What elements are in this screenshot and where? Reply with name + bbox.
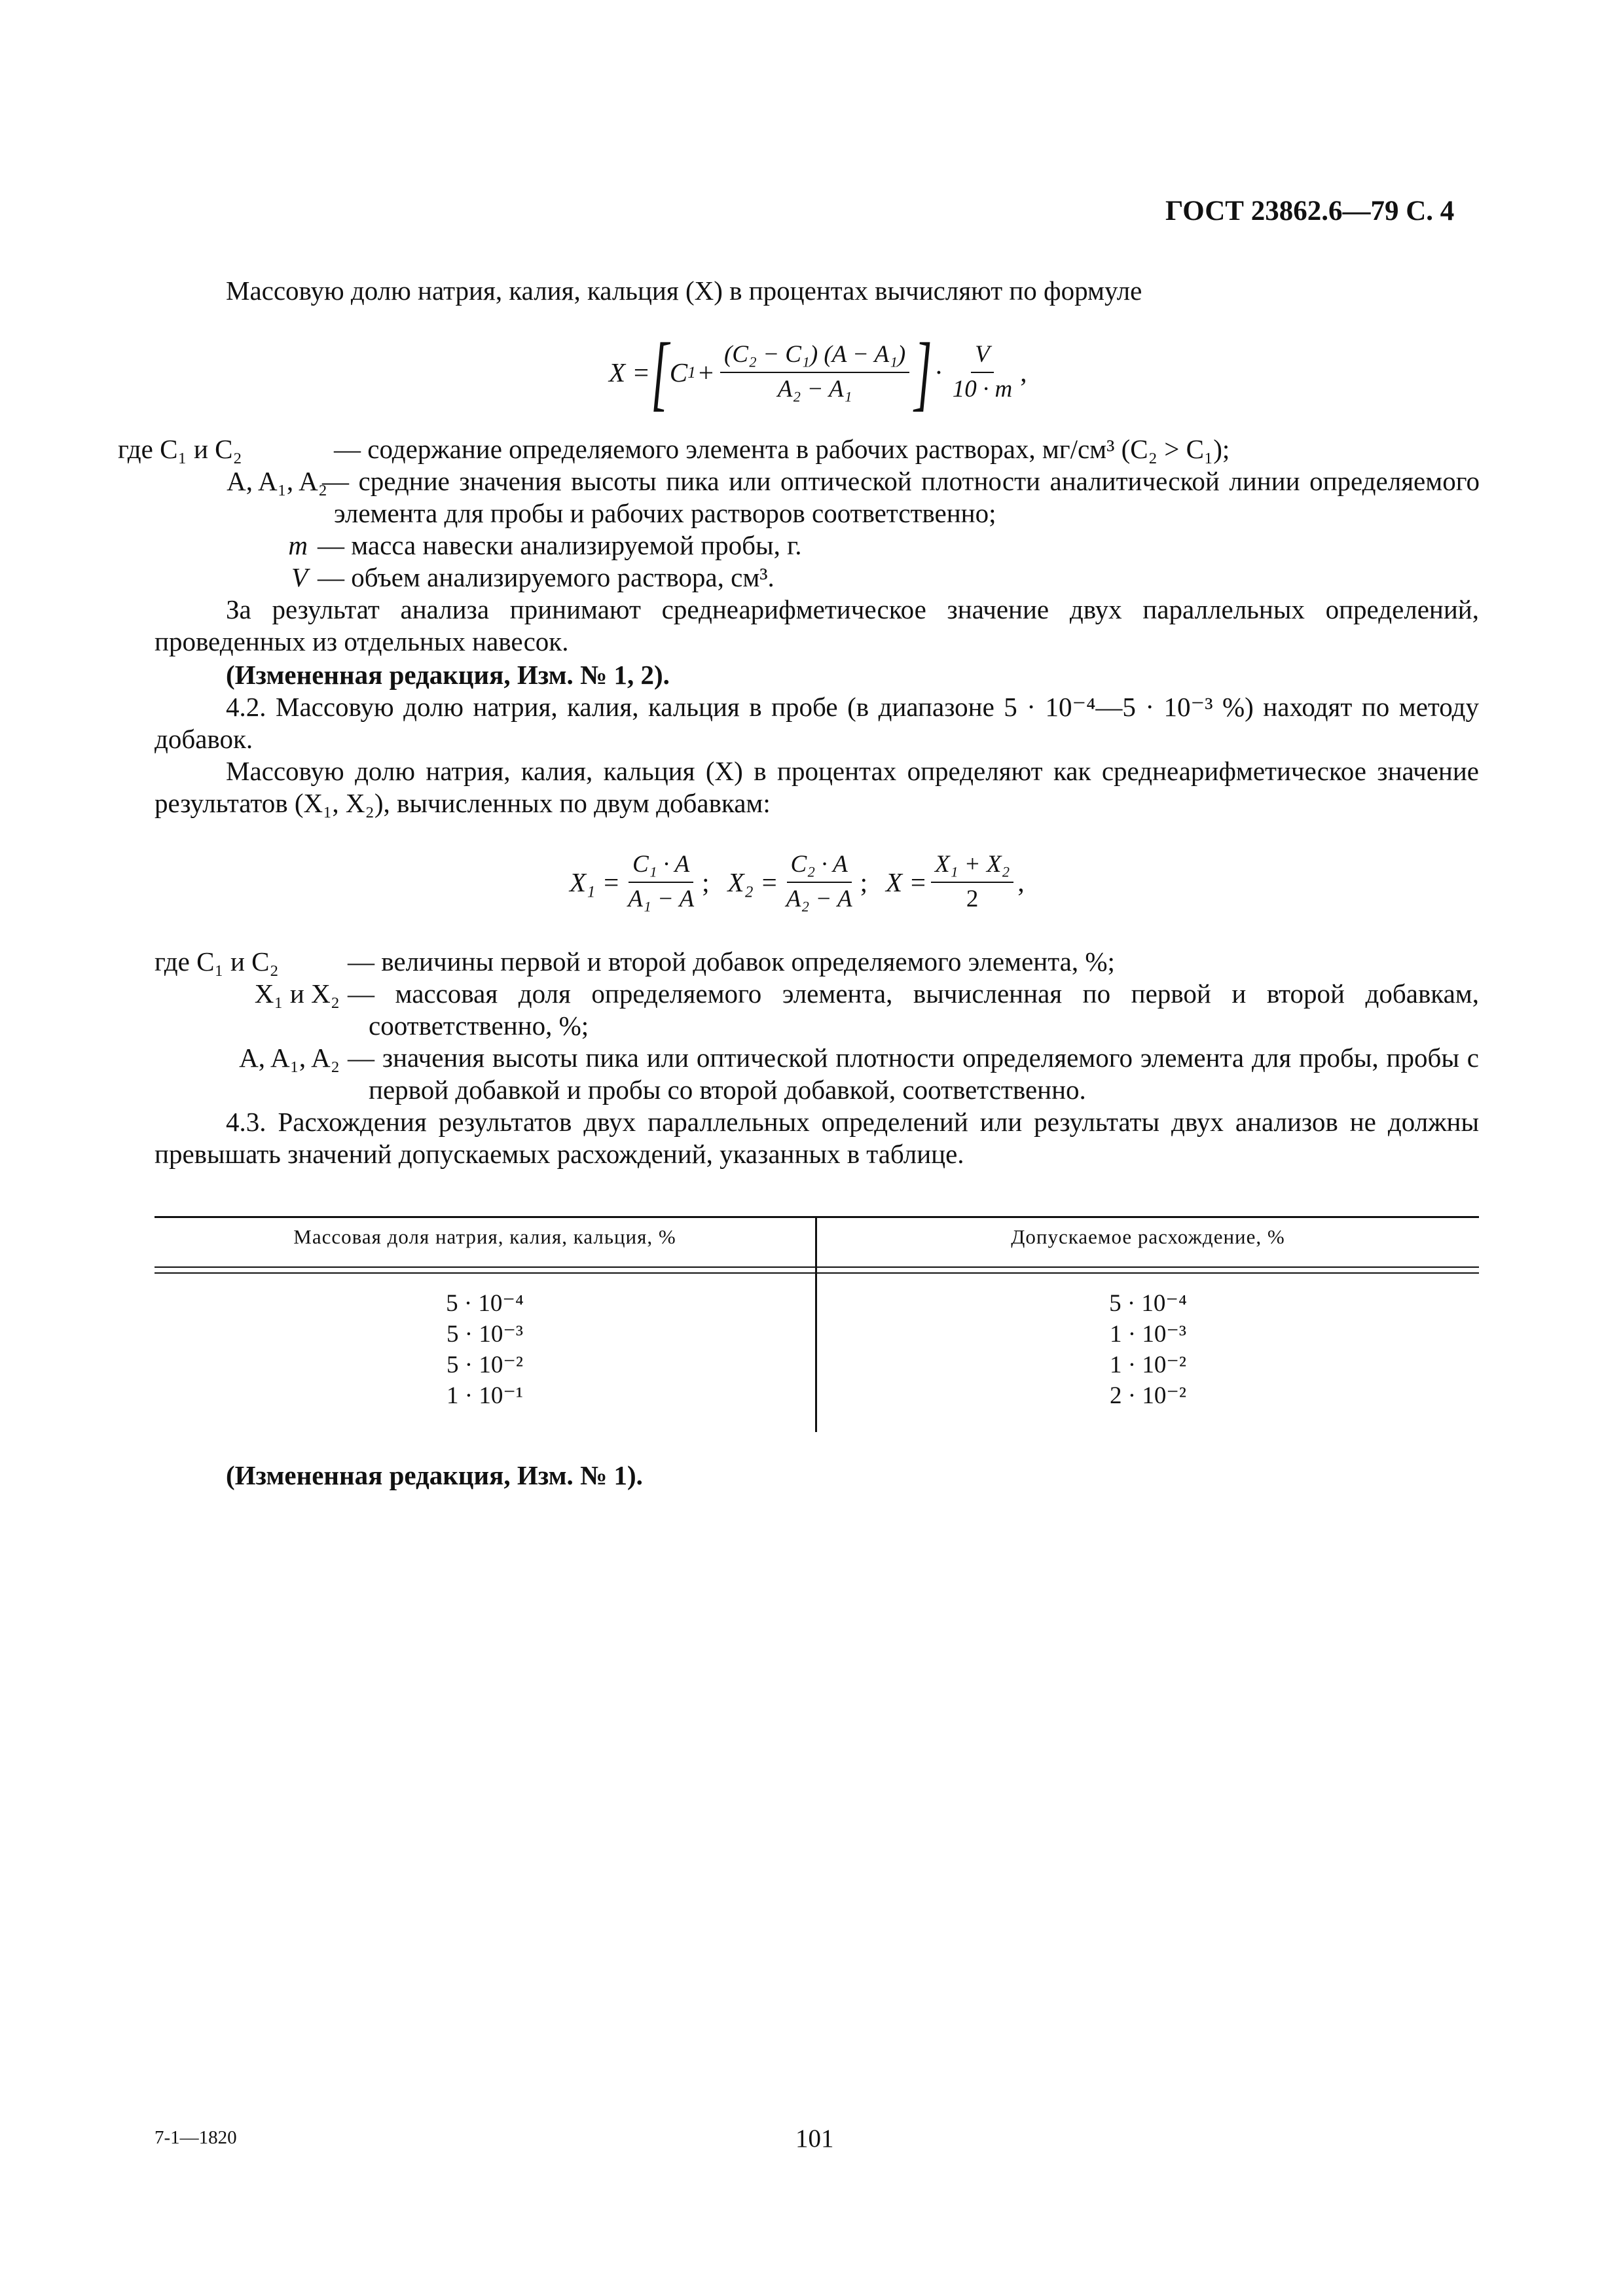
table-cell: 1 · 10⁻³ [1110, 1321, 1186, 1348]
amendment-note-2: (Измененная редакция, Изм. № 1). [226, 1460, 643, 1490]
formula2-x1: X₁ = [570, 867, 621, 897]
amendment-note-1: (Измененная редакция, Изм. № 1, 2). [226, 660, 670, 690]
formula2-f1-num: C₁ · A [629, 851, 693, 883]
formula2-f2-den: A₂ − A [786, 885, 852, 912]
formula2-sep2: ; [860, 867, 867, 897]
table-cell: 2 · 10⁻² [1110, 1382, 1186, 1409]
table-cell: 5 · 10⁻⁴ [1109, 1290, 1187, 1317]
table-cell: 5 · 10⁻³ [447, 1321, 523, 1348]
table-cell: 5 · 10⁻⁴ [446, 1290, 524, 1317]
formula2-x: X = [886, 867, 927, 897]
right-bracket: ] [914, 326, 932, 419]
formula2-x2: X₂ = [727, 867, 778, 897]
legend1-symbol-v: V [291, 562, 308, 592]
table-header-mass-fraction: Массовая доля натрия, калия, кальция, % [293, 1225, 676, 1248]
formula-denominator: A₂ − A₁ [777, 376, 852, 403]
legend1-symbol-m: m [288, 530, 308, 560]
legend2-desc-c: — величины первой и второй добавок определяемого элемента, %; [348, 946, 1115, 977]
table-column-tolerance [817, 1288, 1479, 1411]
table-column-mass-fraction [155, 1288, 815, 1411]
result-paragraph: За результат анализа принимают среднеарифметическое значение двух параллельных определений, проведенных из отдельных навесок. [155, 594, 1479, 656]
legend1-desc-c: — содержание определяемого элемента в рабочих растворах, мг/см³ (C₂ > C₁); [334, 434, 1230, 464]
formula-v: V [971, 341, 994, 373]
legend1-symbol-c: где C₁ и C₂ [118, 434, 242, 464]
legend2-symbol-c: где C₁ и C₂ [155, 946, 279, 977]
legend1-symbol-a: A, A₁, A₂ [227, 466, 327, 496]
formula2-f1-den: A₁ − A [628, 885, 695, 912]
formula-comma: , [1020, 357, 1027, 387]
print-code: 7-1—1820 [155, 2127, 237, 2148]
formula-10m: 10 · m [952, 376, 1013, 403]
page-number: 101 [795, 2125, 834, 2153]
section-4-2-paragraph: 4.2. Массовую долю натрия, калия, кальция в пробе (в диапазоне 5 · 10⁻⁴—5 · 10⁻³ %) находят по методу добавок. [155, 692, 1479, 754]
formula2-sep1: ; [702, 867, 710, 897]
legend2-symbol-x: X₁ и X₂ [254, 978, 340, 1009]
formula-lhs: X = [609, 357, 650, 387]
table-header-rule-1 [155, 1266, 1479, 1268]
formula2-comma: , [1017, 867, 1025, 897]
legend1-desc-v: — объем анализируемого раствора, см³. [318, 562, 775, 592]
table-header-rule-2 [155, 1272, 1479, 1274]
intro-paragraph: Массовую долю натрия, калия, кальция (X) в процентах вычисляют по формуле [226, 276, 1142, 306]
formula2-f3-den: 2 [966, 885, 979, 912]
legend2-symbol-a: A, A₁, A₂ [239, 1043, 340, 1073]
formula-additions [570, 851, 1025, 913]
formula2-f2-num: C₂ · A [787, 851, 852, 883]
left-bracket: [ [651, 326, 669, 419]
legend2-desc-x: — массовая доля определяемого элемента, вычисленная по первой и второй добавкам, соответственно, %; [348, 978, 1479, 1041]
document-header: ГОСТ 23862.6—79 С. 4 [1165, 196, 1455, 226]
legend2-desc-a: — значения высоты пика или оптической плотности определяемого элемента для пробы, пробы с первой добавкой и пробы со второй добавкой, соответственно. [348, 1043, 1479, 1105]
formula-plus: + [698, 357, 714, 387]
legend1-desc-a: — средние значения высоты пика или оптической плотности аналитической линии определяемого элемента для пробы и рабочих растворов соответственно; [322, 466, 1480, 528]
table-cell: 1 · 10⁻¹ [447, 1382, 523, 1409]
additions-paragraph: Массовую долю натрия, калия, кальция (X) в процентах определяют как среднеарифметическое значение результатов (X₁, X₂), вычисленных по двум добавкам: [155, 756, 1479, 818]
table-cell: 5 · 10⁻² [447, 1352, 523, 1378]
section-4-3-paragraph: 4.3. Расхождения результатов двух параллельных определений или результаты двух анализов не должны превышать значений допускаемых расхождений, указанных в таблице. [155, 1107, 1479, 1169]
formula2-f3-num: X₁ + X₂ [931, 851, 1013, 883]
legend1-desc-m: — масса навески анализируемой пробы, г. [318, 530, 802, 560]
formula-c1: C [669, 357, 688, 387]
table-cell: 1 · 10⁻² [1110, 1352, 1186, 1378]
formula-numerator: (C₂ − C₁) (A − A₁) [720, 341, 909, 373]
table-header-tolerance: Допускаемое расхождение, % [1011, 1225, 1285, 1248]
formula-mass-fraction: X = [ C 1 + $\frac{\text{(C₂ − C₁) (A − A₁)}}{\text{A₂ − A₁}}$ ] · $\frac{V}{10 \cdot m}$ , [609, 326, 1027, 419]
